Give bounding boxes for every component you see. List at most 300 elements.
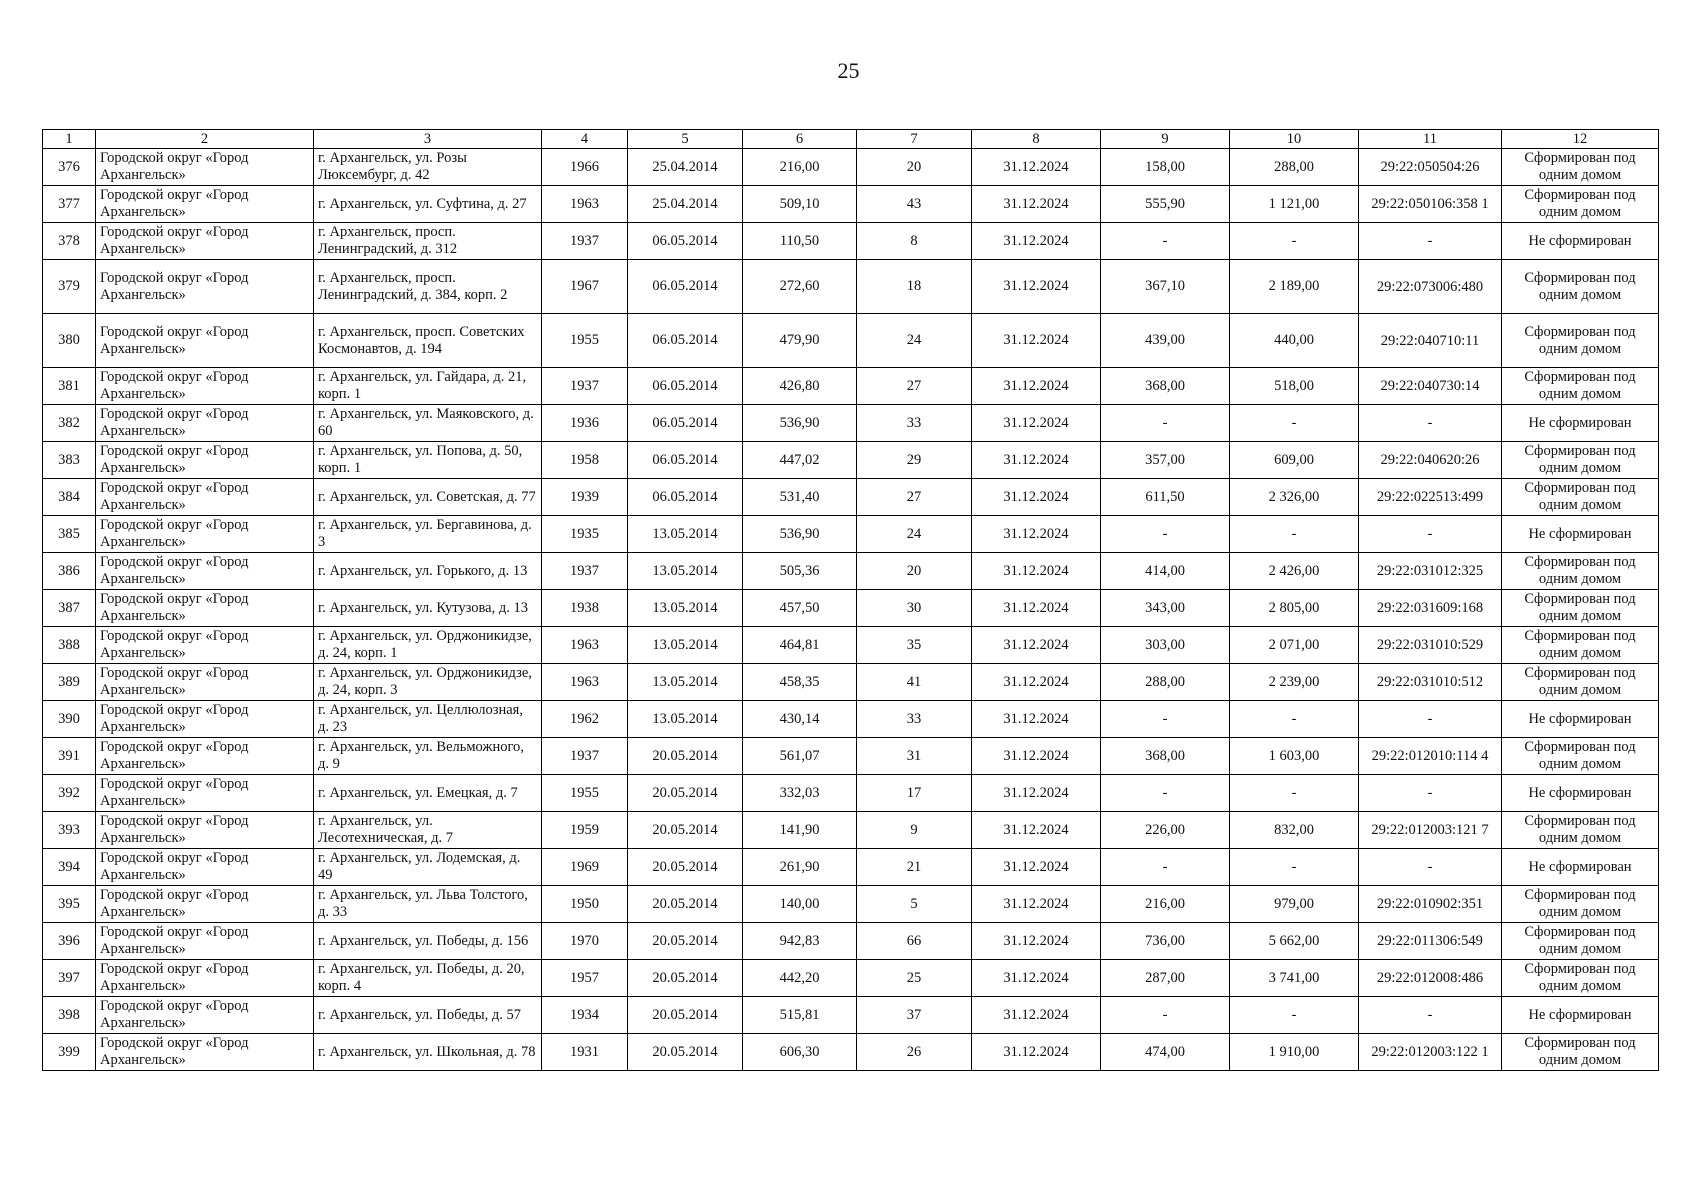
address-cell: г. Архангельск, ул. Маяковского, д. 60 — [314, 405, 542, 442]
norm-area-cell: 518,00 — [1230, 368, 1359, 405]
land-area-cell: 555,90 — [1101, 186, 1230, 223]
date-cell: 06.05.2014 — [628, 314, 743, 368]
date-cell: 06.05.2014 — [628, 368, 743, 405]
year-cell: 1937 — [542, 368, 628, 405]
address-cell: г. Архангельск, ул. Розы Люксембург, д. 42 — [314, 149, 542, 186]
deadline-cell: 31.12.2024 — [972, 314, 1101, 368]
address-cell: г. Архангельск, ул. Победы, д. 57 — [314, 997, 542, 1034]
land-area-cell: - — [1101, 223, 1230, 260]
row-number: 397 — [43, 960, 96, 997]
row-number: 379 — [43, 260, 96, 314]
land-status-cell: Сформирован под одним домом — [1502, 886, 1659, 923]
deadline-cell: 31.12.2024 — [972, 627, 1101, 664]
cadastral-number-cell: - — [1359, 775, 1502, 812]
year-cell: 1950 — [542, 886, 628, 923]
date-cell: 20.05.2014 — [628, 775, 743, 812]
year-cell: 1934 — [542, 997, 628, 1034]
column-number: 12 — [1502, 130, 1659, 149]
deadline-cell: 31.12.2024 — [972, 149, 1101, 186]
owner-cell: Городской округ «Город Архангельск» — [96, 849, 314, 886]
area-cell: 479,90 — [743, 314, 857, 368]
deadline-cell: 31.12.2024 — [972, 812, 1101, 849]
date-cell: 13.05.2014 — [628, 590, 743, 627]
land-area-cell: - — [1101, 516, 1230, 553]
area-cell: 110,50 — [743, 223, 857, 260]
land-area-cell: 736,00 — [1101, 923, 1230, 960]
norm-area-cell: 609,00 — [1230, 442, 1359, 479]
land-status-cell: Сформирован под одним домом — [1502, 479, 1659, 516]
cadastral-number-cell: 29:22:040710:11 — [1359, 314, 1502, 368]
area-cell: 332,03 — [743, 775, 857, 812]
row-number: 377 — [43, 186, 96, 223]
cadastral-number-cell: 29:22:012003:121 7 — [1359, 812, 1502, 849]
address-cell: г. Архангельск, просп. Ленинградский, д. 384, корп. 2 — [314, 260, 542, 314]
address-cell: г. Архангельск, ул. Школьная, д. 78 — [314, 1034, 542, 1071]
land-area-cell: 158,00 — [1101, 149, 1230, 186]
area-cell: 430,14 — [743, 701, 857, 738]
owner-cell: Городской округ «Город Архангельск» — [96, 260, 314, 314]
owner-cell: Городской округ «Город Архангельск» — [96, 368, 314, 405]
land-status-cell: Сформирован под одним домом — [1502, 149, 1659, 186]
address-cell: г. Архангельск, ул. Бергавинова, д. 3 — [314, 516, 542, 553]
table-row — [43, 314, 1659, 368]
date-cell: 20.05.2014 — [628, 738, 743, 775]
land-area-cell: 287,00 — [1101, 960, 1230, 997]
area-cell: 216,00 — [743, 149, 857, 186]
table-row — [43, 812, 1659, 849]
year-cell: 1957 — [542, 960, 628, 997]
cadastral-number-cell: - — [1359, 701, 1502, 738]
table-row — [43, 223, 1659, 260]
area-cell: 606,30 — [743, 1034, 857, 1071]
area-cell: 505,36 — [743, 553, 857, 590]
norm-area-cell: - — [1230, 223, 1359, 260]
year-cell: 1937 — [542, 223, 628, 260]
deadline-cell: 31.12.2024 — [972, 738, 1101, 775]
table-row — [43, 701, 1659, 738]
row-number: 378 — [43, 223, 96, 260]
row-number: 392 — [43, 775, 96, 812]
norm-area-cell: 3 741,00 — [1230, 960, 1359, 997]
land-status-cell: Сформирован под одним домом — [1502, 664, 1659, 701]
date-cell: 25.04.2014 — [628, 186, 743, 223]
table-row — [43, 997, 1659, 1034]
cadastral-number-cell: - — [1359, 997, 1502, 1034]
address-cell: г. Архангельск, ул. Победы, д. 20, корп. 4 — [314, 960, 542, 997]
column-number: 1 — [43, 130, 96, 149]
address-cell: г. Архангельск, ул. Советская, д. 77 — [314, 479, 542, 516]
owner-cell: Городской округ «Город Архангельск» — [96, 886, 314, 923]
year-cell: 1931 — [542, 1034, 628, 1071]
land-status-cell: Не сформирован — [1502, 516, 1659, 553]
cadastral-number-cell: 29:22:031010:529 — [1359, 627, 1502, 664]
area-cell: 272,60 — [743, 260, 857, 314]
residents-cell: 31 — [857, 738, 972, 775]
row-number: 393 — [43, 812, 96, 849]
date-cell: 13.05.2014 — [628, 701, 743, 738]
cadastral-number-cell: - — [1359, 405, 1502, 442]
page-number: 25 — [837, 58, 860, 83]
cadastral-number-cell: 29:22:031010:512 — [1359, 664, 1502, 701]
cadastral-number-cell: 29:22:012010:114 4 — [1359, 738, 1502, 775]
cadastral-number-cell: 29:22:040620:26 — [1359, 442, 1502, 479]
deadline-cell: 31.12.2024 — [972, 664, 1101, 701]
table-body — [43, 149, 1659, 1071]
date-cell: 13.05.2014 — [628, 627, 743, 664]
owner-cell: Городской округ «Город Архангельск» — [96, 664, 314, 701]
residents-cell: 29 — [857, 442, 972, 479]
residents-cell: 24 — [857, 516, 972, 553]
norm-area-cell: 2 805,00 — [1230, 590, 1359, 627]
address-cell: г. Архангельск, ул. Льва Толстого, д. 33 — [314, 886, 542, 923]
land-status-cell: Сформирован под одним домом — [1502, 442, 1659, 479]
norm-area-cell: 979,00 — [1230, 886, 1359, 923]
land-area-cell: 368,00 — [1101, 368, 1230, 405]
column-number: 3 — [314, 130, 542, 149]
row-number: 396 — [43, 923, 96, 960]
owner-cell: Городской округ «Город Архангельск» — [96, 186, 314, 223]
area-cell: 457,50 — [743, 590, 857, 627]
deadline-cell: 31.12.2024 — [972, 405, 1101, 442]
year-cell: 1955 — [542, 314, 628, 368]
date-cell: 20.05.2014 — [628, 812, 743, 849]
area-cell: 509,10 — [743, 186, 857, 223]
land-status-cell: Сформирован под одним домом — [1502, 260, 1659, 314]
residents-cell: 17 — [857, 775, 972, 812]
owner-cell: Городской округ «Город Архангельск» — [96, 701, 314, 738]
cadastral-number-cell: 29:22:050504:26 — [1359, 149, 1502, 186]
row-number: 376 — [43, 149, 96, 186]
norm-area-cell: - — [1230, 775, 1359, 812]
residents-cell: 26 — [857, 1034, 972, 1071]
column-number-row — [43, 130, 1659, 149]
area-cell: 536,90 — [743, 405, 857, 442]
norm-area-cell: - — [1230, 849, 1359, 886]
area-cell: 458,35 — [743, 664, 857, 701]
land-status-cell: Сформирован под одним домом — [1502, 553, 1659, 590]
owner-cell: Городской округ «Город Архангельск» — [96, 442, 314, 479]
owner-cell: Городской округ «Город Архангельск» — [96, 553, 314, 590]
row-number: 387 — [43, 590, 96, 627]
land-area-cell: 216,00 — [1101, 886, 1230, 923]
norm-area-cell: - — [1230, 997, 1359, 1034]
owner-cell: Городской округ «Город Архангельск» — [96, 590, 314, 627]
owner-cell: Городской округ «Город Архангельск» — [96, 223, 314, 260]
year-cell: 1967 — [542, 260, 628, 314]
deadline-cell: 31.12.2024 — [972, 516, 1101, 553]
row-number: 382 — [43, 405, 96, 442]
column-number: 6 — [743, 130, 857, 149]
table-row — [43, 923, 1659, 960]
residents-cell: 33 — [857, 405, 972, 442]
land-status-cell: Сформирован под одним домом — [1502, 1034, 1659, 1071]
norm-area-cell: - — [1230, 405, 1359, 442]
deadline-cell: 31.12.2024 — [972, 849, 1101, 886]
table-row — [43, 1034, 1659, 1071]
norm-area-cell: 2 426,00 — [1230, 553, 1359, 590]
deadline-cell: 31.12.2024 — [972, 997, 1101, 1034]
date-cell: 20.05.2014 — [628, 960, 743, 997]
residents-cell: 9 — [857, 812, 972, 849]
row-number: 381 — [43, 368, 96, 405]
land-area-cell: 368,00 — [1101, 738, 1230, 775]
land-area-cell: 303,00 — [1101, 627, 1230, 664]
deadline-cell: 31.12.2024 — [972, 701, 1101, 738]
deadline-cell: 31.12.2024 — [972, 886, 1101, 923]
table-row — [43, 260, 1659, 314]
residents-cell: 21 — [857, 849, 972, 886]
year-cell: 1939 — [542, 479, 628, 516]
deadline-cell: 31.12.2024 — [972, 775, 1101, 812]
residents-cell: 43 — [857, 186, 972, 223]
land-status-cell: Не сформирован — [1502, 849, 1659, 886]
date-cell: 13.05.2014 — [628, 553, 743, 590]
norm-area-cell: 1 121,00 — [1230, 186, 1359, 223]
year-cell: 1937 — [542, 738, 628, 775]
norm-area-cell: 288,00 — [1230, 149, 1359, 186]
row-number: 399 — [43, 1034, 96, 1071]
address-cell: г. Архангельск, ул. Горького, д. 13 — [314, 553, 542, 590]
address-cell: г. Архангельск, ул. Орджоникидзе, д. 24, корп. 3 — [314, 664, 542, 701]
date-cell: 13.05.2014 — [628, 516, 743, 553]
land-status-cell: Не сформирован — [1502, 405, 1659, 442]
land-status-cell: Сформирован под одним домом — [1502, 314, 1659, 368]
cadastral-number-cell: 29:22:010902:351 — [1359, 886, 1502, 923]
year-cell: 1955 — [542, 775, 628, 812]
area-cell: 261,90 — [743, 849, 857, 886]
year-cell: 1959 — [542, 812, 628, 849]
residents-cell: 27 — [857, 368, 972, 405]
year-cell: 1962 — [542, 701, 628, 738]
owner-cell: Городской округ «Город Архангельск» — [96, 516, 314, 553]
land-status-cell: Сформирован под одним домом — [1502, 738, 1659, 775]
residents-cell: 33 — [857, 701, 972, 738]
residents-cell: 20 — [857, 553, 972, 590]
land-area-cell: 226,00 — [1101, 812, 1230, 849]
land-area-cell: - — [1101, 775, 1230, 812]
address-cell: г. Архангельск, просп. Ленинградский, д. 312 — [314, 223, 542, 260]
row-number: 391 — [43, 738, 96, 775]
date-cell: 06.05.2014 — [628, 479, 743, 516]
owner-cell: Городской округ «Город Архангельск» — [96, 812, 314, 849]
table-row — [43, 590, 1659, 627]
deadline-cell: 31.12.2024 — [972, 960, 1101, 997]
date-cell: 25.04.2014 — [628, 149, 743, 186]
table-row — [43, 479, 1659, 516]
residents-cell: 18 — [857, 260, 972, 314]
column-number: 7 — [857, 130, 972, 149]
table-row — [43, 368, 1659, 405]
deadline-cell: 31.12.2024 — [972, 368, 1101, 405]
cadastral-number-cell: - — [1359, 223, 1502, 260]
cadastral-number-cell: 29:22:022513:499 — [1359, 479, 1502, 516]
residents-cell: 35 — [857, 627, 972, 664]
deadline-cell: 31.12.2024 — [972, 223, 1101, 260]
date-cell: 20.05.2014 — [628, 997, 743, 1034]
cadastral-number-cell: 29:22:040730:14 — [1359, 368, 1502, 405]
date-cell: 20.05.2014 — [628, 923, 743, 960]
year-cell: 1935 — [542, 516, 628, 553]
norm-area-cell: 440,00 — [1230, 314, 1359, 368]
row-number: 388 — [43, 627, 96, 664]
year-cell: 1936 — [542, 405, 628, 442]
table-row — [43, 516, 1659, 553]
row-number: 386 — [43, 553, 96, 590]
area-cell: 141,90 — [743, 812, 857, 849]
address-cell: г. Архангельск, ул. Кутузова, д. 13 — [314, 590, 542, 627]
address-cell: г. Архангельск, просп. Советских Космонавтов, д. 194 — [314, 314, 542, 368]
land-area-cell: 474,00 — [1101, 1034, 1230, 1071]
land-area-cell: 288,00 — [1101, 664, 1230, 701]
cadastral-number-cell: 29:22:012008:486 — [1359, 960, 1502, 997]
table-row — [43, 738, 1659, 775]
area-cell: 426,80 — [743, 368, 857, 405]
area-cell: 561,07 — [743, 738, 857, 775]
address-cell: г. Архангельск, ул. Вельможного, д. 9 — [314, 738, 542, 775]
deadline-cell: 31.12.2024 — [972, 923, 1101, 960]
year-cell: 1970 — [542, 923, 628, 960]
column-number: 11 — [1359, 130, 1502, 149]
area-cell: 942,83 — [743, 923, 857, 960]
land-status-cell: Сформирован под одним домом — [1502, 186, 1659, 223]
cadastral-number-cell: 29:22:073006:480 — [1359, 260, 1502, 314]
table-row — [43, 405, 1659, 442]
land-area-cell: 611,50 — [1101, 479, 1230, 516]
column-number: 9 — [1101, 130, 1230, 149]
year-cell: 1966 — [542, 149, 628, 186]
norm-area-cell: 1 910,00 — [1230, 1034, 1359, 1071]
table-row — [43, 186, 1659, 223]
table-row — [43, 442, 1659, 479]
cadastral-number-cell: 29:22:011306:549 — [1359, 923, 1502, 960]
row-number: 398 — [43, 997, 96, 1034]
land-area-cell: - — [1101, 701, 1230, 738]
address-cell: г. Архангельск, ул. Победы, д. 156 — [314, 923, 542, 960]
date-cell: 06.05.2014 — [628, 442, 743, 479]
date-cell: 20.05.2014 — [628, 886, 743, 923]
column-number: 2 — [96, 130, 314, 149]
column-number: 10 — [1230, 130, 1359, 149]
column-number: 4 — [542, 130, 628, 149]
date-cell: 20.05.2014 — [628, 1034, 743, 1071]
norm-area-cell: 2 189,00 — [1230, 260, 1359, 314]
land-status-cell: Не сформирован — [1502, 223, 1659, 260]
residents-cell: 27 — [857, 479, 972, 516]
deadline-cell: 31.12.2024 — [972, 1034, 1101, 1071]
land-status-cell: Сформирован под одним домом — [1502, 590, 1659, 627]
norm-area-cell: 1 603,00 — [1230, 738, 1359, 775]
column-number: 8 — [972, 130, 1101, 149]
row-number: 384 — [43, 479, 96, 516]
deadline-cell: 31.12.2024 — [972, 553, 1101, 590]
address-cell: г. Архангельск, ул. Попова, д. 50, корп. 1 — [314, 442, 542, 479]
area-cell: 531,40 — [743, 479, 857, 516]
table-row — [43, 775, 1659, 812]
owner-cell: Городской округ «Город Архангельск» — [96, 960, 314, 997]
date-cell: 06.05.2014 — [628, 223, 743, 260]
land-status-cell: Не сформирован — [1502, 775, 1659, 812]
residents-cell: 20 — [857, 149, 972, 186]
deadline-cell: 31.12.2024 — [972, 479, 1101, 516]
area-cell: 447,02 — [743, 442, 857, 479]
norm-area-cell: 5 662,00 — [1230, 923, 1359, 960]
cadastral-number-cell: 29:22:031012:325 — [1359, 553, 1502, 590]
residents-cell: 41 — [857, 664, 972, 701]
residents-cell: 24 — [857, 314, 972, 368]
residents-cell: 5 — [857, 886, 972, 923]
owner-cell: Городской округ «Город Архангельск» — [96, 479, 314, 516]
table-row — [43, 627, 1659, 664]
year-cell: 1963 — [542, 186, 628, 223]
address-cell: г. Архангельск, ул. Суфтина, д. 27 — [314, 186, 542, 223]
residents-cell: 25 — [857, 960, 972, 997]
land-status-cell: Не сформирован — [1502, 701, 1659, 738]
row-number: 385 — [43, 516, 96, 553]
year-cell: 1963 — [542, 664, 628, 701]
land-area-cell: - — [1101, 849, 1230, 886]
date-cell: 13.05.2014 — [628, 664, 743, 701]
address-cell: г. Архангельск, ул. Целлюлозная, д. 23 — [314, 701, 542, 738]
residents-cell: 30 — [857, 590, 972, 627]
area-cell: 464,81 — [743, 627, 857, 664]
owner-cell: Городской округ «Город Архангельск» — [96, 149, 314, 186]
land-status-cell: Сформирован под одним домом — [1502, 960, 1659, 997]
column-number: 5 — [628, 130, 743, 149]
area-cell: 140,00 — [743, 886, 857, 923]
area-cell: 536,90 — [743, 516, 857, 553]
date-cell: 20.05.2014 — [628, 849, 743, 886]
deadline-cell: 31.12.2024 — [972, 186, 1101, 223]
deadline-cell: 31.12.2024 — [972, 590, 1101, 627]
table-row — [43, 960, 1659, 997]
norm-area-cell: 2 326,00 — [1230, 479, 1359, 516]
land-status-cell: Сформирован под одним домом — [1502, 627, 1659, 664]
owner-cell: Городской округ «Город Архангельск» — [96, 405, 314, 442]
year-cell: 1937 — [542, 553, 628, 590]
owner-cell: Городской округ «Город Архангельск» — [96, 738, 314, 775]
norm-area-cell: - — [1230, 516, 1359, 553]
owner-cell: Городской округ «Город Архангельск» — [96, 775, 314, 812]
deadline-cell: 31.12.2024 — [972, 260, 1101, 314]
row-number: 383 — [43, 442, 96, 479]
year-cell: 1938 — [542, 590, 628, 627]
land-area-cell: - — [1101, 997, 1230, 1034]
residents-cell: 66 — [857, 923, 972, 960]
address-cell: г. Архангельск, ул. Емецкая, д. 7 — [314, 775, 542, 812]
table-row — [43, 849, 1659, 886]
deadline-cell: 31.12.2024 — [972, 442, 1101, 479]
owner-cell: Городской округ «Город Архангельск» — [96, 1034, 314, 1071]
year-cell: 1958 — [542, 442, 628, 479]
row-number: 394 — [43, 849, 96, 886]
date-cell: 06.05.2014 — [628, 260, 743, 314]
norm-area-cell: 2 239,00 — [1230, 664, 1359, 701]
table-row — [43, 553, 1659, 590]
table-row — [43, 664, 1659, 701]
date-cell: 06.05.2014 — [628, 405, 743, 442]
cadastral-number-cell: 29:22:031609:168 — [1359, 590, 1502, 627]
row-number: 380 — [43, 314, 96, 368]
land-area-cell: 357,00 — [1101, 442, 1230, 479]
land-area-cell: 343,00 — [1101, 590, 1230, 627]
year-cell: 1969 — [542, 849, 628, 886]
owner-cell: Городской округ «Город Архангельск» — [96, 314, 314, 368]
land-area-cell: 367,10 — [1101, 260, 1230, 314]
cadastral-number-cell: 29:22:050106:358 1 — [1359, 186, 1502, 223]
owner-cell: Городской округ «Город Архангельск» — [96, 997, 314, 1034]
address-cell: г. Архангельск, ул. Орджоникидзе, д. 24, корп. 1 — [314, 627, 542, 664]
norm-area-cell: - — [1230, 701, 1359, 738]
